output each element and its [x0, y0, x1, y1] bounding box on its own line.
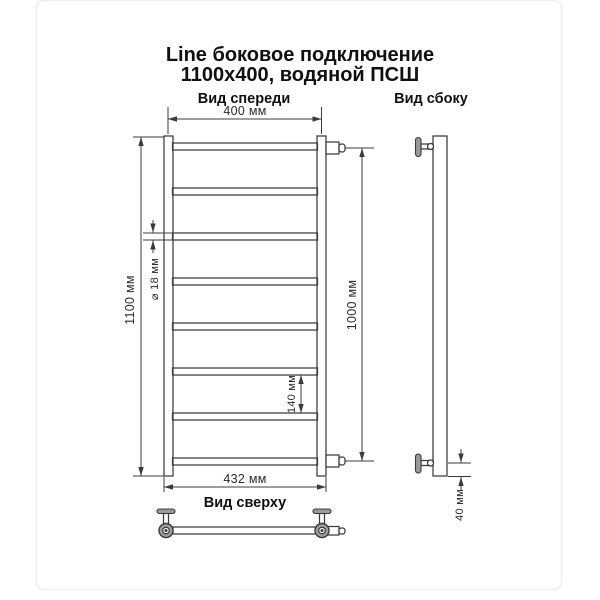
ladder-bar: [173, 188, 318, 195]
front-view: [123, 91, 374, 492]
top-view-connection-fitting: [327, 527, 345, 536]
dim-wall-offset: [448, 449, 471, 521]
overall-height-label: 1100 мм: [123, 275, 137, 325]
ladder-bar: [173, 233, 318, 240]
ladder-bar: [173, 323, 318, 330]
ladder-bar: [173, 143, 318, 150]
top-view-label: Вид сверху: [203, 495, 287, 511]
dim-bar-spacing: [286, 375, 316, 413]
bottom-width-label: 432 мм: [223, 472, 267, 486]
product-title: Line боковое подключение: [165, 44, 435, 66]
top-view-right-bracket: [313, 509, 331, 538]
dim-tube-diameter: [143, 220, 173, 300]
tube-diameter-label: ⌀ 18 мм: [149, 257, 161, 301]
top-view-tube: [173, 527, 320, 534]
top-width-label: 400 мм: [223, 104, 267, 118]
front-left-post: [164, 136, 173, 476]
title-block: [166, 44, 434, 86]
side-top-wall-bracket: [416, 138, 434, 157]
front-right-post: [317, 136, 326, 476]
bar-spacing-label: 140 мм: [286, 374, 298, 414]
ladder-bar: [173, 458, 318, 465]
top-view-left-bracket: [157, 509, 175, 538]
dim-connection-height: [345, 148, 374, 461]
ladder-bar: [173, 368, 318, 375]
front-view-label: Вид спереди: [197, 91, 291, 107]
side-bottom-wall-bracket: [416, 454, 434, 473]
wall-offset-label: 40 мм: [454, 489, 466, 521]
ladder-bars: [173, 143, 318, 465]
top-view: [157, 495, 345, 538]
ladder-bar: [173, 278, 318, 285]
dim-bottom-width: [164, 472, 326, 492]
dim-top-width: [168, 104, 322, 134]
product-subtitle: 1100x400, водяной ПСШ: [180, 64, 420, 86]
side-view-label: Вид сбоку: [394, 91, 468, 107]
card-frame: [37, 1, 562, 590]
side-profile-bar: [433, 136, 447, 476]
side-view: [394, 91, 471, 521]
bottom-connection-fitting: [326, 455, 345, 467]
top-connection-fitting: [326, 142, 345, 154]
connection-height-label: 1000 мм: [345, 279, 359, 331]
dim-overall-height: [123, 137, 164, 476]
